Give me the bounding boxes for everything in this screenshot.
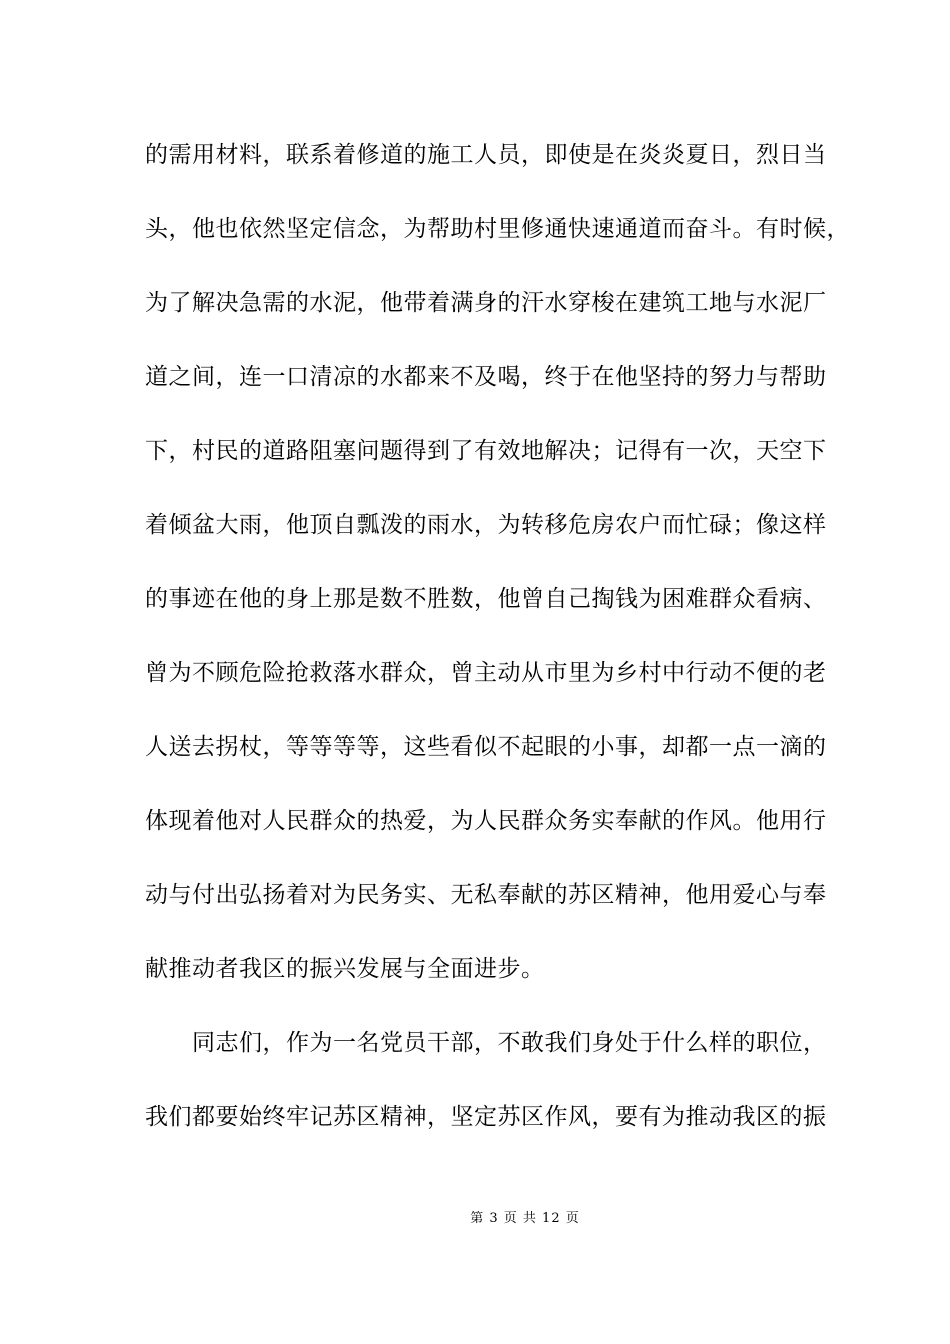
body-text-line: 献推动者我区的振兴发展与全面进步。: [145, 956, 545, 982]
body-text-line: 动与付出弘扬着对为民务实、无私奉献的苏区精神，他用爱心与奉: [145, 882, 827, 908]
page-number-footer: 第 3 页 共 12 页: [470, 1211, 580, 1226]
body-text-line: 的事迹在他的身上那是数不胜数，他曾自己掏钱为困难群众看病、: [145, 586, 827, 612]
body-text-line: 的需用材料，联系着修道的施工人员，即使是在炎炎夏日，烈日当: [145, 142, 827, 168]
body-text-line: 下，村民的道路阻塞问题得到了有效地解决；记得有一次，天空下: [145, 438, 827, 464]
body-text-line: 道之间，连一口清凉的水都来不及喝，终于在他坚持的努力与帮助: [145, 364, 827, 390]
body-text-line: 着倾盆大雨，他顶自瓢泼的雨水，为转移危房农户而忙碌；像这样: [145, 512, 827, 538]
body-text-line: 同志们，作为一名党员干部，不敢我们身处于什么样的职位，: [145, 1030, 827, 1056]
body-text-line: 人送去拐杖，等等等等，这些看似不起眼的小事，却都一点一滴的: [145, 734, 827, 760]
body-text-line: 头，他也依然坚定信念，为帮助村里修通快速通道而奋斗。有时候，: [145, 216, 850, 242]
body-text-line: 为了解决急需的水泥，他带着满身的汗水穿梭在建筑工地与水泥厂: [145, 290, 827, 316]
body-text-line: 曾为不顾危险抢救落水群众，曾主动从市里为乡村中行动不便的老: [145, 660, 827, 686]
body-text-line: 体现着他对人民群众的热爱，为人民群众务实奉献的作风。他用行: [145, 808, 827, 834]
body-text-line: 我们都要始终牢记苏区精神，坚定苏区作风，要有为推动我区的振: [145, 1104, 827, 1130]
